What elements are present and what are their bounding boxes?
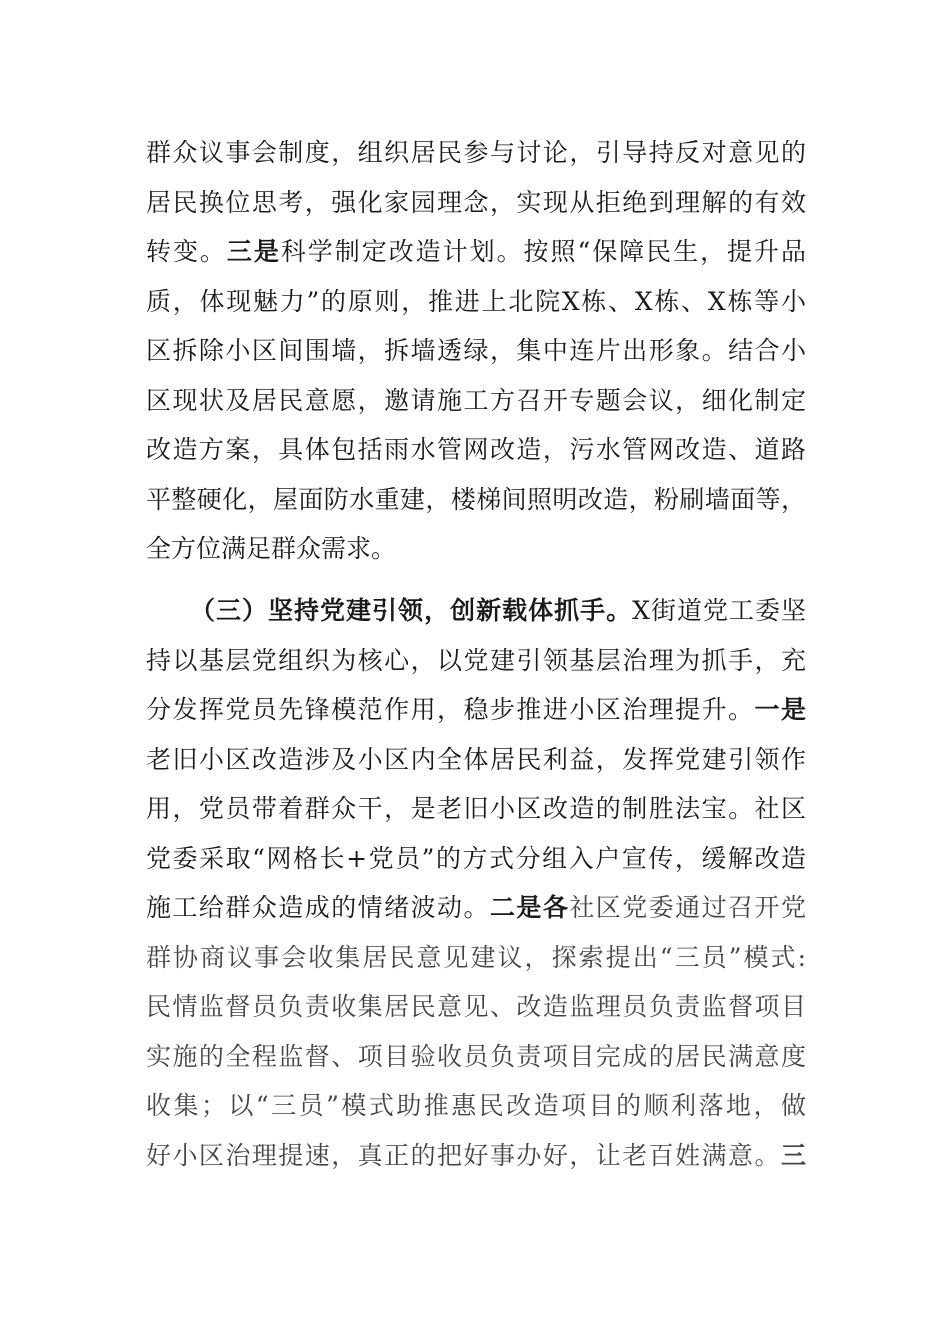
text-line: 老旧小区改造涉及小区内全体居民利益，发挥党建引领作 bbox=[146, 744, 806, 774]
emphasis-third-start: 三 bbox=[780, 1140, 806, 1170]
text-line: 群协商议事会收集居民意见建议，探索提出“三员”模式: bbox=[146, 942, 806, 972]
text-line: 收集；以“三员”模式助推惠民改造项目的顺利落地，做 bbox=[146, 1091, 806, 1120]
text-line: 平整硬化，屋面防水重建，楼梯间照明改造，粉刷墙面等， bbox=[146, 484, 806, 514]
emphasis-third: 三是 bbox=[226, 237, 281, 266]
emphasis-second: 二是各 bbox=[489, 893, 570, 922]
emphasis-first: 一是 bbox=[754, 695, 806, 724]
text-line: 实施的全程监督、项目验收员负责项目完成的居民满意度 bbox=[146, 1041, 806, 1071]
text-line: 民情监督员负责收集居民意见、改造监理员负责监督项目 bbox=[146, 992, 806, 1021]
text-run: 转变。 bbox=[146, 237, 227, 266]
text-line bbox=[146, 883, 806, 933]
text-run: 分发挥党员先锋模范作用，稳步推进小区治理提升。 bbox=[146, 695, 755, 724]
paragraph-party-building bbox=[146, 586, 806, 1180]
text-line: 群众议事会制度，组织居民参与讨论，引导持反对意见的 bbox=[146, 138, 806, 167]
text-line: 改造方案，具体包括雨水管网改造，污水管网改造、道路 bbox=[146, 435, 806, 464]
text-line bbox=[146, 685, 806, 735]
text-line: 区现状及居民意愿，邀请施工方召开专题会议，细化制定 bbox=[146, 385, 806, 415]
text-run: 施工给群众造成的情绪波动。 bbox=[146, 893, 490, 922]
text-line: 党委采取“网格长+党员”的方式分组入户宣传，缓解改造 bbox=[146, 843, 806, 873]
text-line bbox=[146, 1131, 806, 1181]
text-line: 全方位满足群众需求。 bbox=[146, 534, 397, 563]
paragraph-renovation-plan bbox=[146, 128, 806, 574]
text-run: X街道党工委坚 bbox=[632, 596, 806, 625]
text-line: 质，体现魅力”的原则，推进上北院X栋、X栋、X栋等小 bbox=[146, 286, 806, 316]
text-line: 用，党员带着群众干，是老旧小区改造的制胜法宝。社区 bbox=[146, 794, 806, 823]
text-run: 科学制定改造计划。按照“保障民生，提升品 bbox=[280, 237, 806, 266]
text-line bbox=[146, 227, 806, 277]
text-line bbox=[146, 586, 806, 636]
text-run: 社区党委通过召开党 bbox=[569, 893, 806, 922]
text-run: 好小区治理提速，真正的把好事办好，让老百姓满意。 bbox=[146, 1140, 781, 1170]
text-line: 居民换位思考，强化家园理念，实现从拒绝到理解的有效 bbox=[146, 187, 806, 217]
text-line: 持以基层党组织为核心，以党建引领基层治理为抓手，充 bbox=[146, 645, 806, 675]
section-heading: （三）坚持党建引领，创新载体抓手。 bbox=[190, 596, 633, 625]
text-line: 区拆除小区间围墙，拆墙透绿，集中连片出形象。结合小 bbox=[146, 336, 806, 365]
